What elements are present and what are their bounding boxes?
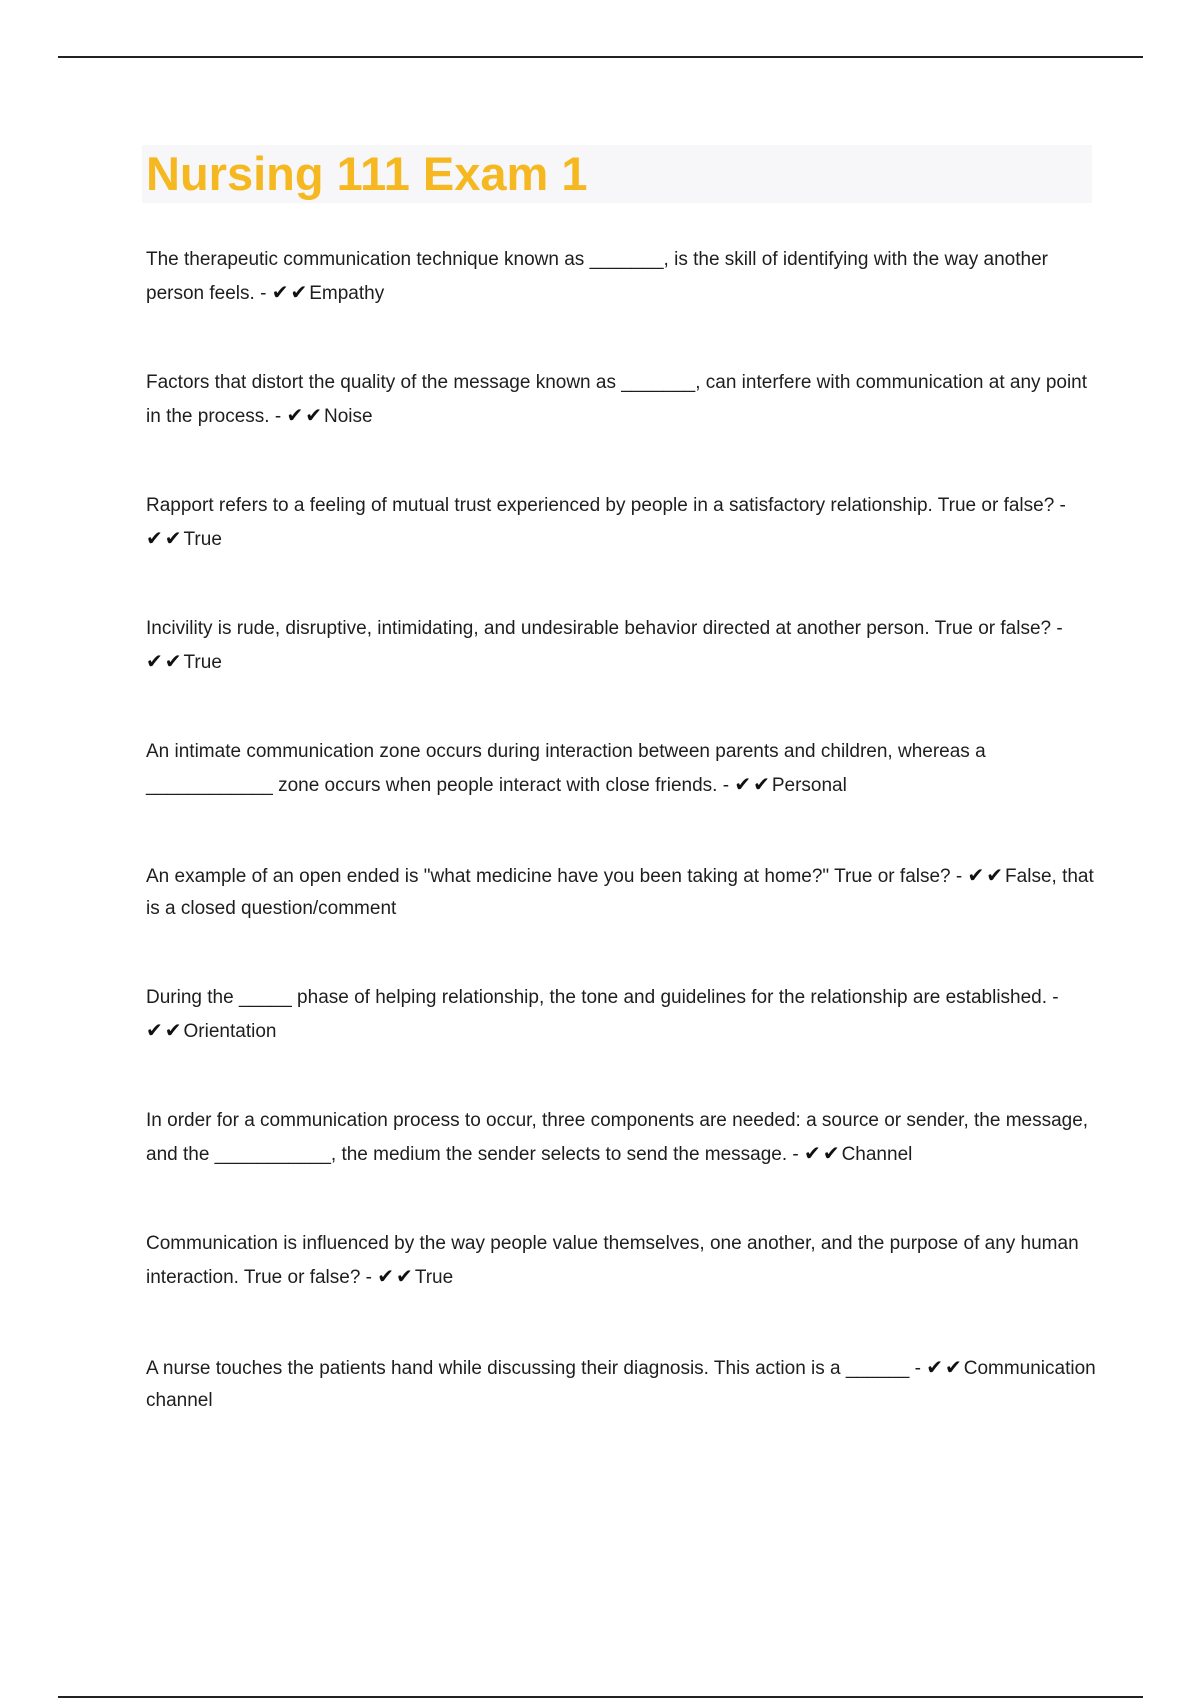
question-text: In order for a communication process to occur, three components are needed: a source or sender, the message, and the ___________, the medium the sender selects to send the message. -: [146, 1110, 1089, 1165]
check-icon: ✔: [967, 863, 987, 887]
qa-item: [146, 613, 1096, 736]
answer-text: Personal: [771, 775, 847, 796]
qa-text: [146, 859, 1096, 925]
qa-text: [146, 244, 1096, 310]
qa-text: [146, 1228, 1096, 1294]
answer-text: Channel: [841, 1144, 913, 1165]
question-text: Communication is influenced by the way people value themselves, one another, and the purpose of any human interaction. True or false? -: [146, 1233, 1079, 1288]
question-text: An example of an open ended is "what medicine have you been taking at home?" True or false? -: [146, 866, 963, 887]
check-icon: ✔: [164, 649, 184, 673]
check-icon: ✔: [396, 1264, 415, 1288]
qa-item: [146, 859, 1096, 982]
question-text: During the _____ phase of helping relationship, the tone and guidelines for the relationship are established. -: [146, 987, 1059, 1008]
check-icon: ✔: [146, 649, 165, 673]
qa-text: [146, 490, 1096, 556]
check-icon: ✔: [986, 863, 1006, 887]
answer-text: Communication channel: [146, 1358, 1096, 1411]
qa-item: [146, 982, 1096, 1105]
check-icon: ✔: [926, 1355, 945, 1379]
qa-item: [146, 244, 1096, 367]
answer-text: True: [183, 652, 222, 673]
answer-text: Orientation: [183, 1021, 277, 1042]
answer-text: True: [414, 1267, 454, 1288]
answer-text: Noise: [323, 406, 373, 427]
answer-text: False, that is a closed question/comment: [146, 866, 1094, 919]
qa-text: [146, 613, 1096, 679]
qa-item: [146, 367, 1096, 490]
check-icon: ✔: [944, 1355, 964, 1379]
qa-text: [146, 1351, 1096, 1417]
question-text: Rapport refers to a feeling of mutual trust experienced by people in a satisfactory relationship. True or false? -: [146, 495, 1066, 516]
check-icon: ✔: [822, 1141, 842, 1165]
check-icon: ✔: [164, 1018, 184, 1042]
check-icon: ✔: [286, 403, 306, 427]
qa-text: [146, 1105, 1096, 1171]
check-icon: ✔: [146, 526, 165, 550]
question-text: A nurse touches the patients hand while discussing their diagnosis. This action is a ______ -: [146, 1358, 921, 1379]
question-text: Factors that distort the quality of the message known as _______, can interfere with communication at any point in the process. -: [146, 372, 1088, 427]
qa-item: [146, 1228, 1096, 1351]
check-icon: ✔: [804, 1141, 823, 1165]
answer-text: True: [183, 529, 222, 550]
check-icon: ✔: [146, 1018, 165, 1042]
document-title: Nursing 111 Exam 1: [146, 147, 588, 200]
qa-item: [146, 1351, 1096, 1474]
question-text: The therapeutic communication technique known as _______, is the skill of identifying with the way another person feels. -: [146, 249, 1048, 304]
check-icon: ✔: [271, 280, 291, 304]
bottom-rule: [58, 1696, 1143, 1698]
qa-item: [146, 736, 1096, 859]
check-icon: ✔: [753, 772, 772, 796]
qa-item: [146, 490, 1096, 613]
qa-text: [146, 982, 1096, 1048]
question-text: Incivility is rude, disruptive, intimidating, and undesirable behavior directed at another person. True or false? -: [146, 618, 1063, 639]
check-icon: ✔: [377, 1264, 397, 1288]
qa-list: [146, 244, 1096, 1474]
answer-text: Empathy: [309, 283, 385, 304]
qa-text: [146, 367, 1096, 433]
check-icon: ✔: [305, 403, 324, 427]
question-text: An intimate communication zone occurs during interaction between parents and children, whereas a ____________ zone occurs when people interact with close friends. -: [146, 741, 986, 796]
qa-text: [146, 736, 1096, 802]
qa-item: [146, 1105, 1096, 1228]
top-rule: [58, 56, 1143, 58]
check-icon: ✔: [290, 280, 310, 304]
check-icon: ✔: [734, 772, 754, 796]
check-icon: ✔: [164, 526, 184, 550]
